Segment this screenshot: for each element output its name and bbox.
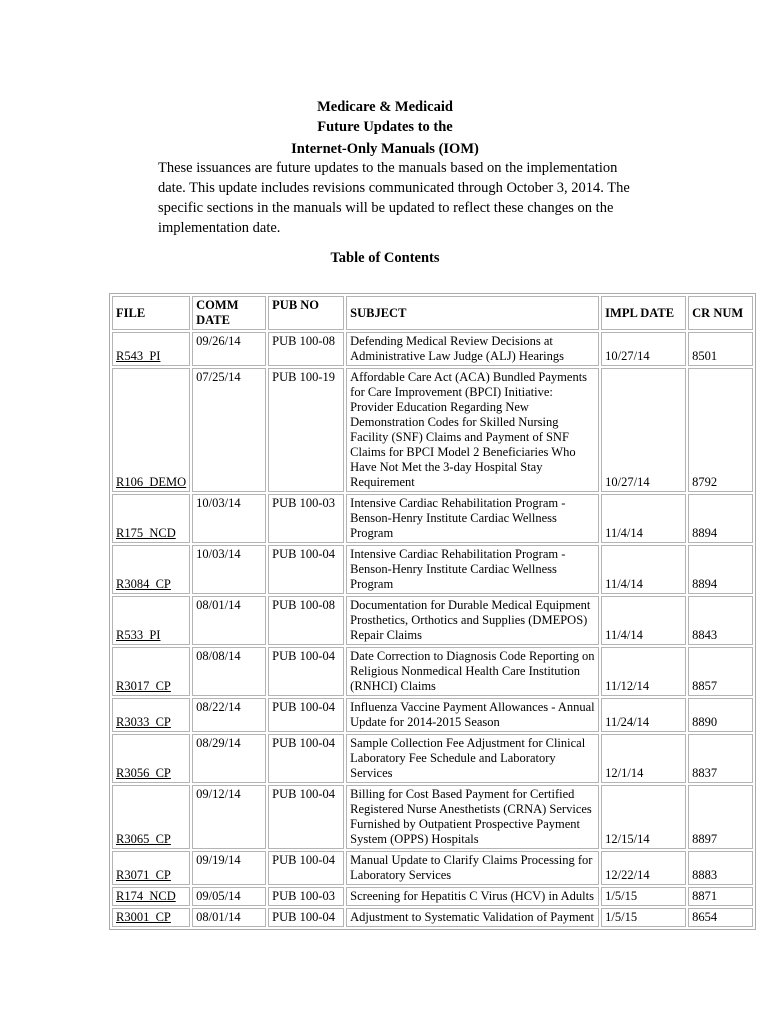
row-pub-no: PUB 100-08 [268, 596, 344, 645]
table-row [112, 785, 753, 849]
table-row [112, 908, 753, 927]
row-impl-date: 10/27/14 [601, 368, 686, 492]
row-comm-date: 09/12/14 [192, 785, 266, 849]
row-file-link[interactable]: R106_DEMO [112, 368, 190, 492]
row-pub-no: PUB 100-04 [268, 851, 344, 885]
row-subject: Intensive Cardiac Rehabilitation Program - Benson-Henry Institute Cardiac Wellness Program [346, 545, 599, 594]
table-row [112, 494, 753, 543]
row-pub-no: PUB 100-04 [268, 647, 344, 696]
row-pub-no: PUB 100-19 [268, 368, 344, 492]
row-cr-num: 8857 [688, 647, 753, 696]
row-pub-no: PUB 100-04 [268, 545, 344, 594]
table-row [112, 734, 753, 783]
row-pub-no: PUB 100-03 [268, 887, 344, 906]
row-file-link[interactable]: R3056_CP [112, 734, 190, 783]
row-pub-no: PUB 100-03 [268, 494, 344, 543]
row-impl-date: 12/22/14 [601, 851, 686, 885]
row-file-link[interactable]: R174_NCD [112, 887, 190, 906]
row-file-link[interactable]: R3084_CP [112, 545, 190, 594]
row-cr-num: 8837 [688, 734, 753, 783]
row-impl-date: 12/1/14 [601, 734, 686, 783]
row-file-link[interactable]: R3001_CP [112, 908, 190, 927]
row-pub-no: PUB 100-04 [268, 698, 344, 732]
row-subject: Screening for Hepatitis C Virus (HCV) in Adults [346, 887, 599, 906]
row-impl-date: 11/4/14 [601, 545, 686, 594]
row-impl-date: 11/12/14 [601, 647, 686, 696]
row-cr-num: 8894 [688, 545, 753, 594]
row-pub-no: PUB 100-08 [268, 332, 344, 366]
row-cr-num: 8843 [688, 596, 753, 645]
updates-table [109, 293, 756, 930]
row-file-link[interactable]: R3071_CP [112, 851, 190, 885]
row-subject: Affordable Care Act (ACA) Bundled Payments for Care Improvement (BPCI) Initiative: Provider Education Regarding New Demonstration Codes for Skilled Nursing Facility (SNF) Claims and Payment of SNF Claims for BPCI Model 2 Beneficiaries Who Have Not Met the 3-day Hospital Stay Requirement [346, 368, 599, 492]
row-comm-date: 07/25/14 [192, 368, 266, 492]
row-cr-num: 8501 [688, 332, 753, 366]
col-header-file: FILE [112, 296, 190, 330]
row-cr-num: 8890 [688, 698, 753, 732]
row-subject: Intensive Cardiac Rehabilitation Program - Benson-Henry Institute Cardiac Wellness Program [346, 494, 599, 543]
row-comm-date: 08/22/14 [192, 698, 266, 732]
row-comm-date: 08/01/14 [192, 596, 266, 645]
table-row [112, 368, 753, 492]
row-comm-date: 08/29/14 [192, 734, 266, 783]
title-line-1: Medicare & Medicaid [317, 99, 453, 115]
row-comm-date: 09/26/14 [192, 332, 266, 366]
table-row [112, 698, 753, 732]
row-pub-no: PUB 100-04 [268, 908, 344, 927]
col-header-impl-date: IMPL DATE [601, 296, 686, 330]
row-comm-date: 10/03/14 [192, 545, 266, 594]
row-impl-date: 12/15/14 [601, 785, 686, 849]
row-pub-no: PUB 100-04 [268, 734, 344, 783]
row-subject: Billing for Cost Based Payment for Certified Registered Nurse Anesthetists (CRNA) Services Furnished by Outpatient Prospective Payment System (OPPS) Hospitals [346, 785, 599, 849]
row-subject: Date Correction to Diagnosis Code Reporting on Religious Nonmedical Health Care Institution (RNHCI) Claims [346, 647, 599, 696]
row-file-link[interactable]: R543_PI [112, 332, 190, 366]
table-row [112, 887, 753, 906]
row-cr-num: 8792 [688, 368, 753, 492]
table-row [112, 851, 753, 885]
row-impl-date: 11/24/14 [601, 698, 686, 732]
row-comm-date: 08/01/14 [192, 908, 266, 927]
row-cr-num: 8883 [688, 851, 753, 885]
table-row [112, 596, 753, 645]
row-impl-date: 11/4/14 [601, 596, 686, 645]
col-header-subject: SUBJECT [346, 296, 599, 330]
row-comm-date: 10/03/14 [192, 494, 266, 543]
intro-paragraph: These issuances are future updates to the manuals based on the implementation date. This update includes revisions communicated through October 3, 2014. The specific sections in the manuals will be updated to reflect these changes on the implementation date. [158, 160, 630, 236]
row-cr-num: 8894 [688, 494, 753, 543]
table-row [112, 647, 753, 696]
table-row [112, 545, 753, 594]
col-header-comm-date: COMM DATE [192, 296, 266, 330]
row-subject: Defending Medical Review Decisions at Administrative Law Judge (ALJ) Hearings [346, 332, 599, 366]
row-comm-date: 09/19/14 [192, 851, 266, 885]
row-file-link[interactable]: R3065_CP [112, 785, 190, 849]
row-subject: Influenza Vaccine Payment Allowances - Annual Update for 2014-2015 Season [346, 698, 599, 732]
row-subject: Adjustment to Systematic Validation of Payment [346, 908, 599, 927]
col-header-cr-num: CR NUM [688, 296, 753, 330]
row-cr-num: 8871 [688, 887, 753, 906]
row-subject: Sample Collection Fee Adjustment for Clinical Laboratory Fee Schedule and Laboratory Services [346, 734, 599, 783]
row-impl-date: 1/5/15 [601, 887, 686, 906]
title-line-2: Future Updates to the [317, 119, 453, 135]
row-pub-no: PUB 100-04 [268, 785, 344, 849]
table-header-row [112, 296, 753, 330]
col-header-pub-no: PUB NO [268, 296, 344, 330]
row-cr-num: 8654 [688, 908, 753, 927]
row-comm-date: 09/05/14 [192, 887, 266, 906]
row-file-link[interactable]: R3033_CP [112, 698, 190, 732]
row-cr-num: 8897 [688, 785, 753, 849]
title-line-3: Internet-Only Manuals (IOM) [291, 141, 479, 157]
toc-heading: Table of Contents [330, 250, 440, 266]
row-file-link[interactable]: R175_NCD [112, 494, 190, 543]
row-subject: Documentation for Durable Medical Equipment Prosthetics, Orthotics and Supplies (DMEPOS) Repair Claims [346, 596, 599, 645]
table-row [112, 332, 753, 366]
row-file-link[interactable]: R533_PI [112, 596, 190, 645]
row-impl-date: 1/5/15 [601, 908, 686, 927]
row-impl-date: 11/4/14 [601, 494, 686, 543]
row-impl-date: 10/27/14 [601, 332, 686, 366]
row-comm-date: 08/08/14 [192, 647, 266, 696]
row-file-link[interactable]: R3017_CP [112, 647, 190, 696]
row-subject: Manual Update to Clarify Claims Processing for Laboratory Services [346, 851, 599, 885]
